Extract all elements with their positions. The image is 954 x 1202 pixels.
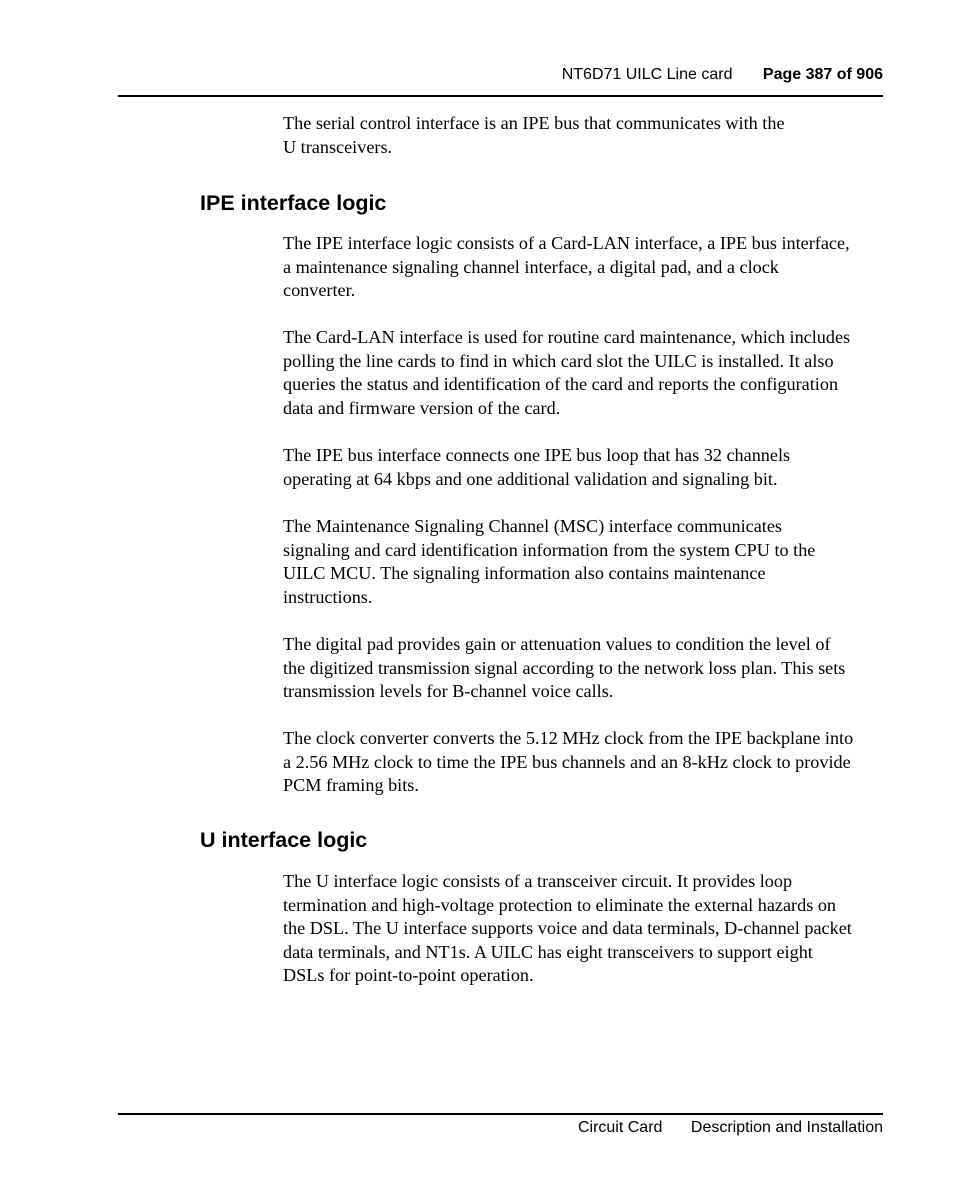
header-rule xyxy=(118,95,883,97)
u-paragraph-1: The U interface logic consists of a transceiver circuit. It provides loop termination and high-voltage protection to eliminate the external hazards on the DSL. The U interface supports voice and data terminals, D-channel packet data terminals, and NT1s. A UILC has eight transceivers to support eight DSLs for point-to-point operation. xyxy=(283,871,852,986)
intro-paragraph: The serial control interface is an IPE bus that communicates with the U transceivers. xyxy=(283,113,785,157)
page-footer xyxy=(578,1117,883,1139)
ipe-paragraph-6: The clock converter converts the 5.12 MHz clock from the IPE backplane into a 2.56 MHz clock to time the IPE bus channels and an 8-kHz clock to provide PCM framing bits. xyxy=(283,728,854,796)
footer-right-text: Description and Installation xyxy=(690,1119,883,1136)
ipe-paragraph-5: The digital pad provides gain or attenuation values to condition the level of the digitized transmission signal according to the network loss plan. This sets transmission levels for B-channel voice calls. xyxy=(283,634,846,702)
footer-left-text: Circuit Card xyxy=(577,1119,663,1136)
ipe-paragraph-2: The Card-LAN interface is used for routine card maintenance, which includes polling the line cards to find in which card slot the UILC is installed. It also queries the status and identification of the card and reports the configuration data and firmware version of the card. xyxy=(283,327,851,418)
document-title: NT6D71 UILC Line card xyxy=(561,66,733,83)
ipe-paragraph-3: The IPE bus interface connects one IPE bus loop that has 32 channels operating at 64 kbps and one additional validation and signaling bit. xyxy=(283,445,791,489)
page-header xyxy=(562,64,883,86)
page-number: Page 387 of 906 xyxy=(762,66,883,83)
footer-rule xyxy=(118,1113,883,1115)
ipe-paragraph-1: The IPE interface logic consists of a Card-LAN interface, a IPE bus interface, a maintenance signaling channel interface, a digital pad, and a clock converter. xyxy=(283,233,850,301)
section-heading-u-interface-logic: U interface logic xyxy=(200,828,368,852)
section-heading-ipe-interface-logic: IPE interface logic xyxy=(200,191,387,215)
ipe-paragraph-4: The Maintenance Signaling Channel (MSC) interface communicates signaling and card identification information from the system CPU to the UILC MCU. The signaling information also contains maintenance instructions. xyxy=(283,516,816,607)
